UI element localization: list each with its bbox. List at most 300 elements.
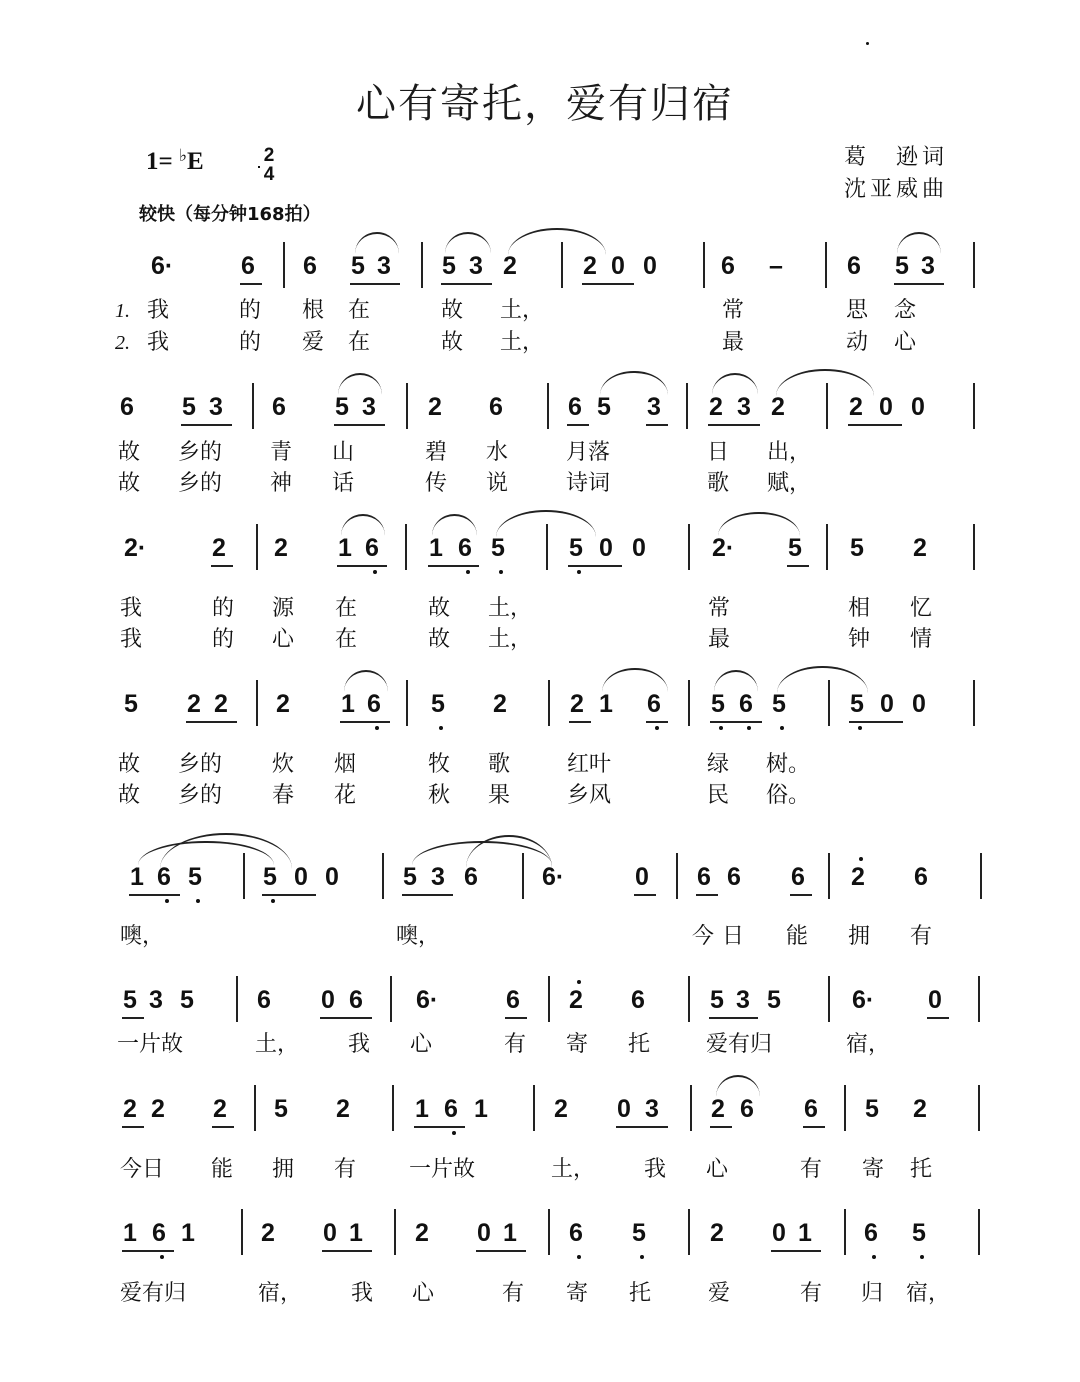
lyric: 土， (500, 298, 545, 323)
low-octave-dot (452, 1131, 456, 1135)
note: 5 (263, 863, 277, 891)
lyric: 出， (767, 440, 812, 465)
bar-line (978, 976, 980, 1022)
note: 2 (151, 1095, 165, 1123)
note: 1 (338, 534, 352, 562)
eighth-underline (402, 894, 453, 896)
lyric: 故 (118, 440, 141, 465)
lyric: 爱有归 (706, 1032, 773, 1057)
lyric: 宿， (846, 1032, 891, 1057)
low-octave-dot (780, 726, 784, 730)
note: 3 (209, 393, 223, 421)
bar-line (392, 1085, 394, 1131)
lyric: 我 (120, 627, 143, 652)
note: 0 (617, 1095, 631, 1123)
note: 2 (336, 1095, 350, 1123)
low-octave-dot (577, 570, 581, 574)
lyric: 在 (335, 627, 358, 652)
note: 5 (850, 534, 864, 562)
eighth-underline (634, 894, 656, 896)
lyric: 相 (848, 596, 871, 621)
note: 5 (772, 690, 786, 718)
note: 6 (367, 690, 381, 718)
lyric: 赋， (767, 471, 812, 496)
note: 2 (913, 534, 927, 562)
note: 6· (151, 252, 174, 280)
bar-line (394, 1209, 396, 1255)
low-octave-dot (499, 570, 503, 574)
eighth-underline (211, 565, 233, 567)
bar-line (973, 524, 975, 570)
lyric: 故 (118, 783, 141, 808)
note: 0 (321, 986, 335, 1014)
bar-line (844, 1209, 846, 1255)
note: 2 (569, 986, 583, 1014)
flat-sign-icon: ♭ (179, 146, 188, 165)
eighth-underline (927, 1017, 949, 1019)
bar-line (973, 680, 975, 726)
slur (445, 232, 491, 254)
eighth-underline (616, 1126, 668, 1128)
bar-line (676, 853, 678, 899)
note: 6 (569, 1219, 583, 1247)
lyric: 月落 (566, 440, 611, 465)
note: 0 (643, 252, 657, 280)
note: 6 (914, 863, 928, 891)
lyricist-credit: 葛 逊词 (843, 145, 948, 170)
lyric: 托 (628, 1032, 651, 1057)
lyric: 一片故 (409, 1157, 476, 1182)
lyric: 爱 (708, 1281, 731, 1306)
lyric: 常 (722, 298, 745, 323)
note: 6 (257, 986, 271, 1014)
eighth-underline (803, 1126, 825, 1128)
lyric: 我 (348, 1032, 371, 1057)
lyric: 爱有归 (120, 1281, 187, 1306)
lyric: 在 (348, 298, 371, 323)
note: 1 (341, 690, 355, 718)
key-letter: E (187, 148, 204, 175)
lyric: 心 (272, 627, 295, 652)
eighth-underline (337, 565, 387, 567)
lyric: 俗。 (766, 783, 811, 808)
lyric: 故 (428, 627, 451, 652)
note: 2 (493, 690, 507, 718)
lyric: 归 (861, 1281, 884, 1306)
note: 5 (431, 690, 445, 718)
eighth-underline (262, 894, 316, 896)
low-octave-dot (165, 899, 169, 903)
note: 5 (788, 534, 802, 562)
lyric: 在 (335, 596, 358, 621)
lyric: 水 (486, 440, 509, 465)
time-signature-top: 2 (263, 145, 275, 166)
lyric: 土， (551, 1157, 596, 1182)
bar-line (390, 976, 392, 1022)
lyric: 山 (332, 440, 355, 465)
lyric: 我 (147, 330, 170, 355)
eighth-underline (240, 283, 262, 285)
low-octave-dot (466, 570, 470, 574)
eighth-underline (129, 894, 180, 896)
slur (718, 512, 800, 536)
low-octave-dot (160, 1255, 164, 1259)
note: 0 (599, 534, 613, 562)
note: 6 (157, 863, 171, 891)
note: 1 (130, 863, 144, 891)
bar-line (978, 1085, 980, 1131)
note: 1 (415, 1095, 429, 1123)
note: 5 (442, 252, 456, 280)
low-octave-dot (271, 899, 275, 903)
note: 0 (611, 252, 625, 280)
slur (338, 373, 382, 395)
slur (508, 228, 606, 255)
note: 3 (149, 986, 163, 1014)
lyric: 寄 (566, 1281, 589, 1306)
eighth-underline (322, 1250, 372, 1252)
note: 1 (429, 534, 443, 562)
note: 0 (635, 863, 649, 891)
bar-line (688, 680, 690, 726)
bar-line (406, 383, 408, 429)
eighth-underline (122, 1126, 144, 1128)
lyric: 今日 (120, 1157, 165, 1182)
note: 6 (458, 534, 472, 562)
note: 6 (804, 1095, 818, 1123)
note: 6 (697, 863, 711, 891)
note: 2 (583, 252, 597, 280)
note: 5 (767, 986, 781, 1014)
eighth-underline (340, 721, 390, 723)
note: 6 (631, 986, 645, 1014)
lyric: 寄 (862, 1157, 885, 1182)
note: 3 (921, 252, 935, 280)
lyric: 有 (910, 924, 933, 949)
note: 2 (913, 1095, 927, 1123)
low-octave-dot (858, 726, 862, 730)
lyric: 碧 (425, 440, 448, 465)
note: 1 (798, 1219, 812, 1247)
lyric: 春 (272, 783, 295, 808)
lyric: 能 (786, 924, 809, 949)
note: 2 (428, 393, 442, 421)
note: 1 (123, 1219, 137, 1247)
bar-line (283, 242, 285, 288)
note: 6 (739, 690, 753, 718)
lyric: 能 (211, 1157, 234, 1182)
lyric: 青 (270, 440, 293, 465)
lyric: 的 (212, 627, 235, 652)
eighth-underline (122, 1250, 174, 1252)
note: 5 (597, 393, 611, 421)
note: 2 (851, 863, 865, 891)
note: 2 (415, 1219, 429, 1247)
note: 2 (771, 393, 785, 421)
note: 6 (647, 690, 661, 718)
bar-line (236, 976, 238, 1022)
eighth-underline (771, 1250, 821, 1252)
note: 1 (349, 1219, 363, 1247)
note: 3 (647, 393, 661, 421)
bar-line (826, 524, 828, 570)
note: 2 (710, 1219, 724, 1247)
lyric: 心 (412, 1281, 435, 1306)
note: 2 (709, 393, 723, 421)
bar-line (421, 242, 423, 288)
note: 2 (570, 690, 584, 718)
low-octave-dot (640, 1255, 644, 1259)
bar-line (254, 1085, 256, 1131)
lyric: 故 (441, 298, 464, 323)
slur (777, 666, 868, 693)
lyric: 念 (894, 298, 917, 323)
eighth-underline (709, 1017, 758, 1019)
eighth-underline (568, 565, 622, 567)
bar-line (973, 242, 975, 288)
note: 6· (416, 986, 439, 1014)
lyric: 一片故 (117, 1032, 184, 1057)
verse-number: 1. (115, 300, 130, 322)
eighth-underline (181, 424, 232, 426)
lyric: 诗词 (566, 471, 611, 496)
lyric: 爱 (302, 330, 325, 355)
note: 2 (274, 534, 288, 562)
lyric: 故 (441, 330, 464, 355)
note: 6 (272, 393, 286, 421)
high-octave-dot (859, 857, 863, 861)
lyric: 动 (846, 330, 869, 355)
note: 0 (911, 393, 925, 421)
eighth-underline (350, 283, 400, 285)
lyric: 乡风 (567, 783, 612, 808)
lyric: 说 (486, 471, 509, 496)
bar-line (828, 976, 830, 1022)
slur (432, 514, 477, 536)
note: 6 (727, 863, 741, 891)
bar-line (405, 524, 407, 570)
note: 0 (879, 393, 893, 421)
note: 3 (736, 986, 750, 1014)
note: 6· (852, 986, 875, 1014)
eighth-underline (790, 894, 812, 896)
lyric: 拥 (848, 924, 871, 949)
slur (496, 510, 596, 537)
lyric: 我 (120, 596, 143, 621)
note: 6 (349, 986, 363, 1014)
note: 6 (444, 1095, 458, 1123)
lyric: 烟 (334, 752, 357, 777)
note: 6 (489, 393, 503, 421)
note: 2 (187, 690, 201, 718)
bar-line (548, 680, 550, 726)
eighth-underline (710, 1126, 732, 1128)
bar-line (406, 680, 408, 726)
eighth-underline (567, 424, 589, 426)
eighth-underline (320, 1017, 372, 1019)
lyric: 思 (846, 298, 869, 323)
lyric: 故 (118, 752, 141, 777)
time-signature (258, 146, 280, 184)
lyric: 的 (239, 330, 262, 355)
low-octave-dot (439, 726, 443, 730)
note: 6 (303, 252, 317, 280)
note: 5 (711, 690, 725, 718)
time-signature-bottom: 4 (263, 164, 275, 185)
note: 5 (569, 534, 583, 562)
slur (341, 514, 385, 536)
eighth-underline (646, 424, 668, 426)
note: 2· (712, 534, 735, 562)
note: 0 (632, 534, 646, 562)
eighth-underline (441, 283, 492, 285)
low-octave-dot (577, 1255, 581, 1259)
lyric: 我 (351, 1281, 374, 1306)
bar-line (688, 524, 690, 570)
slur (355, 232, 399, 254)
eighth-underline (708, 424, 760, 426)
note: 5 (180, 986, 194, 1014)
note: 5 (182, 393, 196, 421)
eighth-underline (848, 424, 902, 426)
note: 2 (554, 1095, 568, 1123)
note: 6 (464, 863, 478, 891)
lyric: 故 (428, 596, 451, 621)
note: 5 (710, 986, 724, 1014)
bar-line (252, 383, 254, 429)
lyric: 绿 (707, 752, 730, 777)
eighth-underline (414, 1126, 465, 1128)
lyric: 拥 (272, 1157, 295, 1182)
eighth-underline (582, 283, 634, 285)
note: 2 (276, 690, 290, 718)
low-octave-dot (920, 1255, 924, 1259)
bar-line (548, 976, 550, 1022)
lyric: 情 (910, 627, 933, 652)
note: 2 (849, 393, 863, 421)
lyric: 最 (722, 330, 745, 355)
lyric: 的 (212, 596, 235, 621)
bar-line (533, 1085, 535, 1131)
low-octave-dot (375, 726, 379, 730)
lyric: 有 (502, 1281, 525, 1306)
eighth-underline (505, 1017, 527, 1019)
lyric: 我 (147, 298, 170, 323)
lyric: 心 (706, 1157, 729, 1182)
note: 6 (791, 863, 805, 891)
bar-line (980, 853, 982, 899)
composer-credit: 沈亚威曲 (843, 177, 948, 202)
lyric: 有 (800, 1281, 823, 1306)
note: 6 (152, 1219, 166, 1247)
lyric: 心 (410, 1032, 433, 1057)
low-octave-dot (747, 726, 751, 730)
speck-mark (866, 42, 869, 45)
bar-line (241, 1209, 243, 1255)
bar-line (825, 242, 827, 288)
note: 2 (503, 252, 517, 280)
eighth-underline (787, 565, 809, 567)
note: 6 (568, 393, 582, 421)
bar-line (686, 383, 688, 429)
note: 0 (912, 690, 926, 718)
note: 5 (335, 393, 349, 421)
note: 5 (895, 252, 909, 280)
eighth-underline (646, 721, 668, 723)
note: 6 (120, 393, 134, 421)
low-octave-dot (655, 726, 659, 730)
eighth-underline (428, 565, 479, 567)
slur (716, 1075, 760, 1097)
eighth-underline (849, 721, 903, 723)
low-octave-dot (719, 726, 723, 730)
bar-line (828, 853, 830, 899)
key-signature (146, 148, 204, 176)
lyric: 托 (910, 1157, 933, 1182)
lyric: 日 (707, 440, 730, 465)
slur (897, 232, 941, 254)
high-octave-dot (577, 980, 581, 984)
slur (776, 369, 874, 396)
note: 5 (850, 690, 864, 718)
eighth-underline (696, 894, 718, 896)
note: 5 (274, 1095, 288, 1123)
note: 3 (737, 393, 751, 421)
note: 6 (721, 252, 735, 280)
eighth-underline (334, 424, 385, 426)
eighth-underline (186, 721, 237, 723)
note: 3 (469, 252, 483, 280)
tempo-marking: 较快（每分钟168拍） (139, 204, 321, 225)
lyric: 歌 (488, 752, 511, 777)
lyric: 托 (629, 1281, 652, 1306)
slur (344, 670, 388, 692)
bar-line (973, 383, 975, 429)
bar-line (688, 976, 690, 1022)
low-octave-dot (373, 570, 377, 574)
lyric: 源 (272, 596, 295, 621)
lyric: 钟 (848, 627, 871, 652)
lyric: 故 (118, 471, 141, 496)
lyric: 有 (800, 1157, 823, 1182)
lyric: 红叶 (567, 752, 612, 777)
lyric: 寄 (566, 1032, 589, 1057)
lyric: 话 (332, 471, 355, 496)
lyric: 日 (722, 924, 745, 949)
lyric: 乡的 (178, 440, 223, 465)
lyric: 乡的 (178, 471, 223, 496)
note: 0 (323, 1219, 337, 1247)
lyric: 有 (334, 1157, 357, 1182)
note: 2 (261, 1219, 275, 1247)
note: 1 (503, 1219, 517, 1247)
bar-line (256, 680, 258, 726)
lyric: 我 (644, 1157, 667, 1182)
fraction-bar (258, 166, 260, 168)
eighth-underline (710, 721, 762, 723)
note: 5 (403, 863, 417, 891)
eighth-underline (894, 283, 944, 285)
note: 6· (542, 863, 565, 891)
bar-line (548, 1209, 550, 1255)
note: 5 (865, 1095, 879, 1123)
note: – (769, 252, 783, 280)
bar-line (688, 1209, 690, 1255)
lyric: 炊 (272, 752, 295, 777)
eighth-underline (569, 721, 591, 723)
lyric: 宿， (258, 1281, 303, 1306)
note: 2 (213, 1095, 227, 1123)
